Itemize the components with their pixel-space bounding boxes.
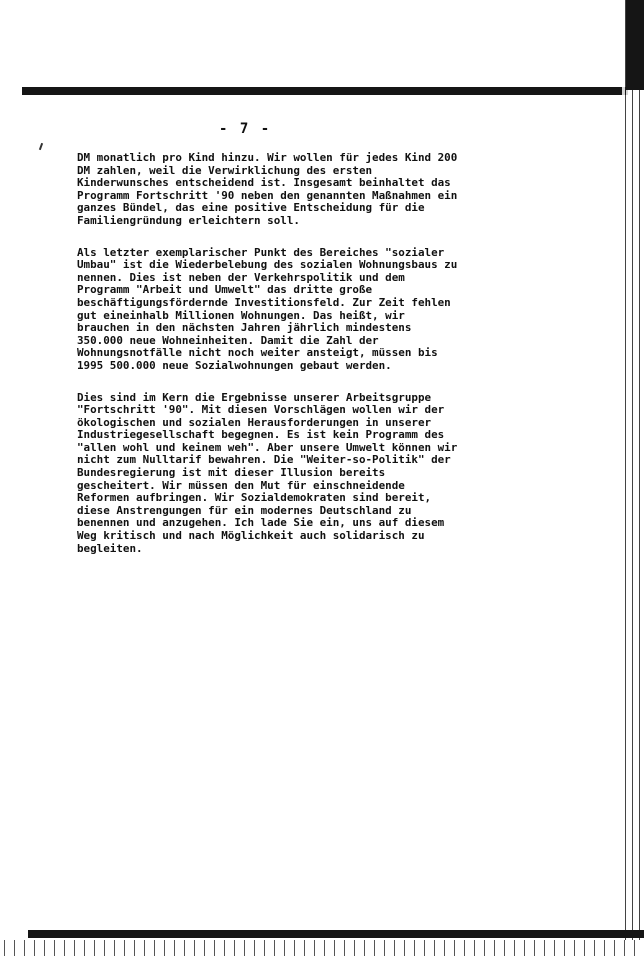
text-line: Umbau" ist die Wiederbelebung des sozialen Wohnungsbaus zu [77,258,458,272]
text-line: "allen wohl und keinem weh". Aber unsere Umwelt können wir [77,440,458,454]
text-line: beschäftigungsfördernde Investitionsfeld. Zur Zeit fehlen [77,295,451,309]
text-line: DM zahlen, weil die Verwirklichung des ersten [77,163,373,177]
page-number: - 7 - [219,121,272,137]
text-line: Programm "Arbeit und Umwelt" das dritte große [77,283,373,297]
scan-bottom-border [28,930,644,938]
text-line: ökologischen und sozialen Herausforderungen in unserer [77,415,432,429]
text-line: 350.000 neue Wohneinheiten. Damit die Zahl der [77,333,379,347]
paragraph-conclusion [77,392,517,556]
scan-top-border [22,87,628,95]
text-line: benennen und anzugehen. Ich lade Sie ein, uns auf diesem [77,516,445,530]
text-line: Reformen aufbringen. Wir Sozialdemokraten sind bereit, [77,491,432,505]
text-line: gescheitert. Wir müssen den Mut für einschneidende [77,478,405,492]
scan-right-edge-top [626,0,644,90]
text-line: Familiengründung erleichtern soll. [77,213,300,227]
text-line: brauchen in den nächsten Jahren jährlich mindestens [77,321,412,335]
text-line: ganzes Bündel, das eine positive Entscheidung für die [77,201,425,215]
text-line: gut eineinhalb Millionen Wohnungen. Das heißt, wir [77,308,405,322]
text-line: Bundesregierung ist mit dieser Illusion bereits [77,466,386,480]
paragraph-family [77,152,517,228]
text-line: Dies sind im Kern die Ergebnisse unserer Arbeitsgruppe [77,390,432,404]
text-line: "Fortschritt '90". Mit diesen Vorschlägen wollen wir der [77,403,445,417]
text-line: Weg kritisch und nach Möglichkeit auch solidarisch zu [77,529,425,543]
text-line: Wohnungsnotfälle nicht noch weiter ansteigt, müssen bis [77,346,438,360]
paragraph-housing [77,247,517,373]
text-line: nicht zum Nulltarif bewahren. Die "Weiter-so-Politik" der [77,453,451,467]
text-line: diese Anstrengungen für ein modernes Deutschland zu [77,503,412,517]
text-line: nennen. Dies ist neben der Verkehrspolitik und dem [77,270,405,284]
text-line: DM monatlich pro Kind hinzu. Wir wollen für jedes Kind 200 [77,151,458,164]
text-line: Programm Fortschritt '90 neben den genannten Maßnahmen ein [77,188,458,202]
text-line: begleiten. [77,541,143,555]
text-line: Als letzter exemplarischer Punkt des Bereiches "sozialer [77,245,445,259]
body-text [77,152,517,574]
text-line: 1995 500.000 neue Sozialwohnungen gebaut werden. [77,358,392,372]
scan-right-edge [622,0,644,956]
scan-bottom-noise [0,940,644,956]
text-line: Industriegesellschaft begegnen. Es ist kein Programm des [77,428,445,442]
scan-mark [39,143,43,150]
text-line: Kinderwunsches entscheidend ist. Insgesamt beinhaltet das [77,176,451,190]
